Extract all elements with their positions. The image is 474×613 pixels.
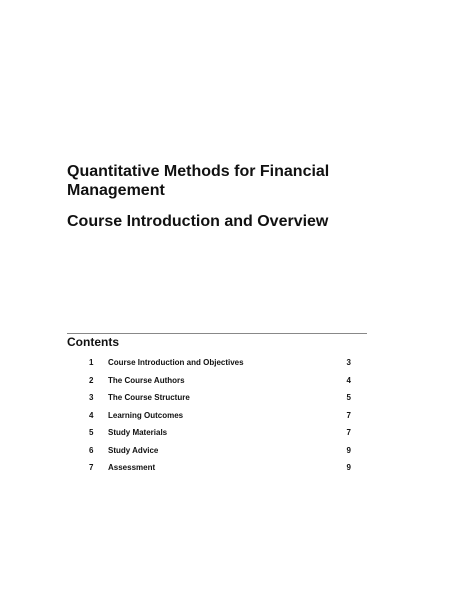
toc-entry-title: Learning Outcomes [108, 410, 184, 420]
toc-entry [67, 375, 367, 393]
toc-entry-title: Assessment [108, 463, 156, 472]
toc-entry-page: 5 [346, 393, 351, 402]
toc-entry-number: 5 [89, 428, 94, 437]
toc-entry-title: The Course Structure [108, 393, 190, 402]
contents-heading: Contents [67, 335, 119, 349]
toc-entry-page: 9 [346, 445, 351, 455]
document-title-line-1: Quantitative Methods for Financial [67, 163, 330, 180]
toc-entry-page: 4 [346, 375, 351, 385]
toc-entry-page: 3 [346, 358, 351, 367]
toc-entry [67, 357, 367, 375]
toc-entry [67, 445, 367, 463]
toc-entry-page: 7 [346, 410, 351, 420]
toc-entry-title: Study Advice [108, 445, 159, 455]
toc-entry-number: 6 [89, 445, 94, 455]
toc-entry-page: 9 [346, 463, 351, 472]
toc-entry [67, 392, 367, 410]
toc-entry-title: The Course Authors [108, 375, 185, 385]
table-of-contents [67, 357, 367, 480]
toc-entry-title: Course Introduction and Objectives [108, 358, 244, 367]
toc-entry-title: Study Materials [108, 428, 168, 437]
contents-divider [67, 333, 367, 334]
toc-entry-page: 7 [346, 428, 351, 437]
toc-entry-number: 7 [89, 463, 94, 472]
document-subtitle: Course Introduction and Overview [67, 213, 329, 230]
toc-entry [67, 427, 367, 445]
toc-entry [67, 410, 367, 428]
toc-entry-number: 1 [89, 358, 94, 367]
title-block [67, 162, 367, 231]
toc-entry-number: 3 [89, 393, 94, 402]
toc-entry-number: 4 [89, 410, 94, 420]
toc-entry [67, 462, 367, 480]
document-title-line-2: Management [67, 182, 165, 199]
toc-entry-number: 2 [89, 375, 94, 385]
